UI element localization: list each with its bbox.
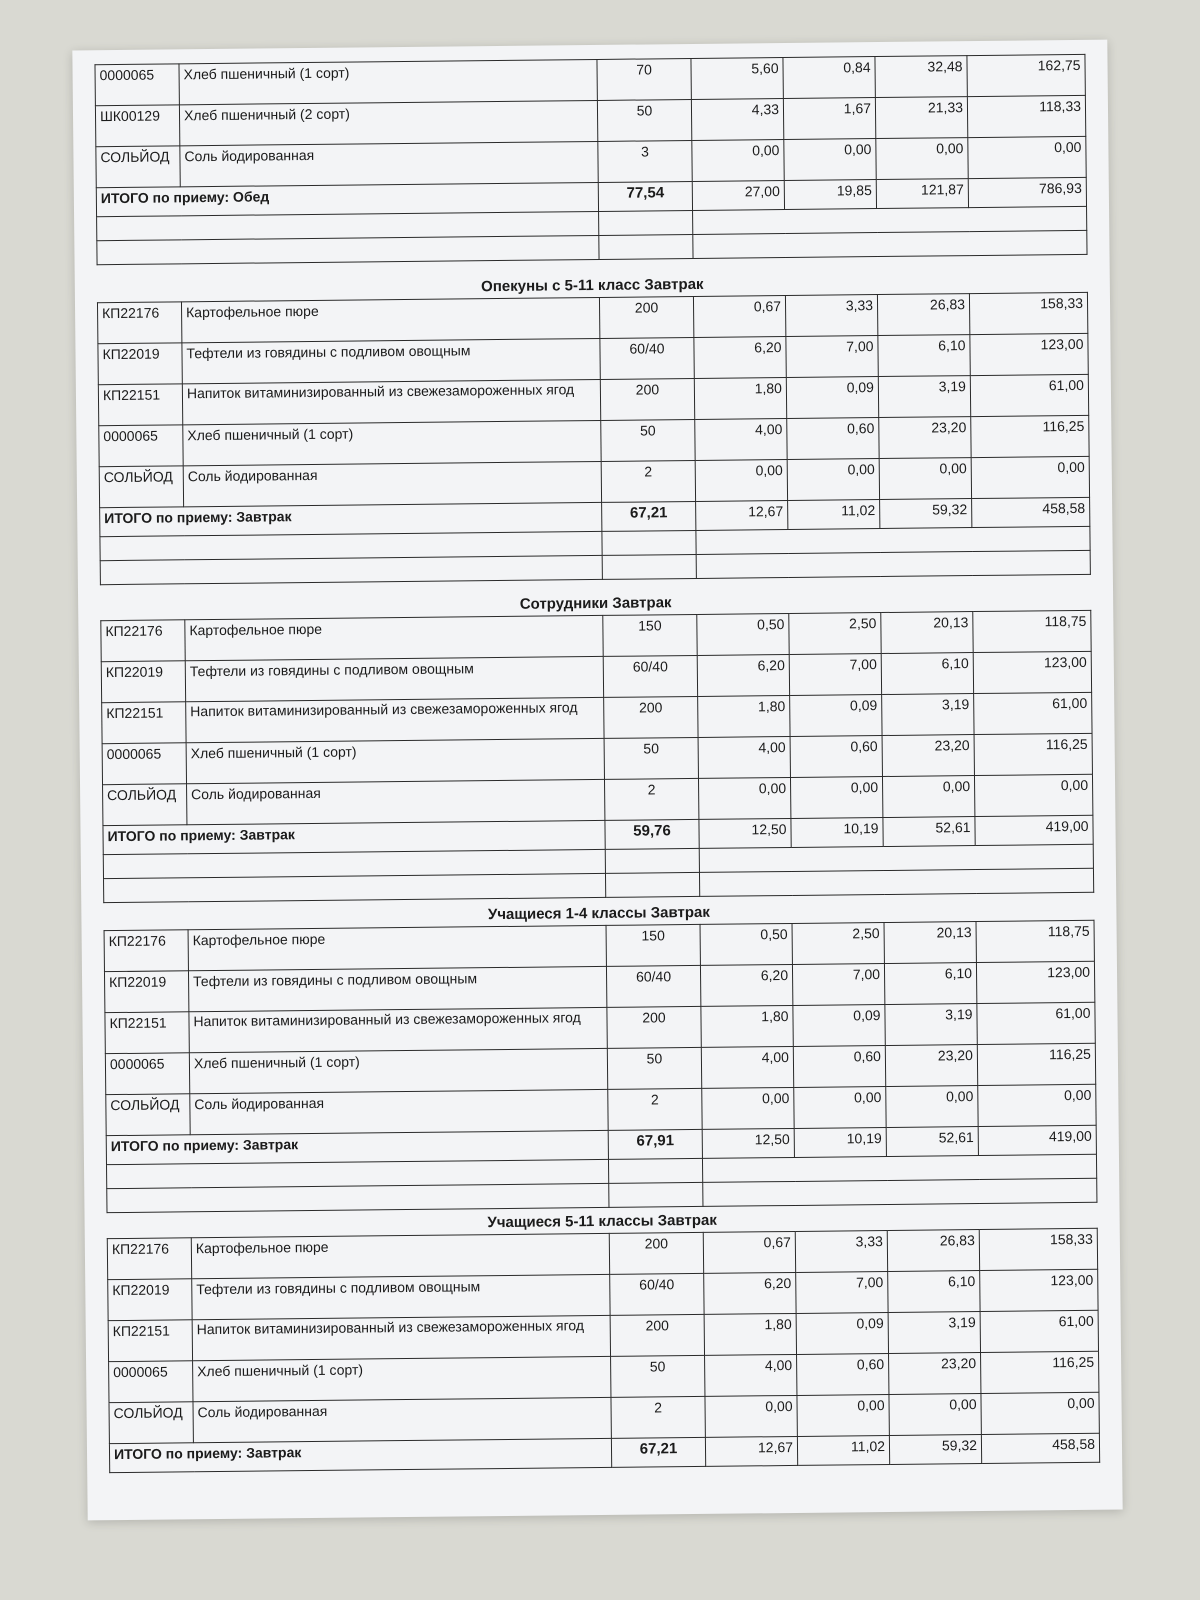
- dish-carbs: 3,19: [888, 1312, 980, 1354]
- section-title: Учащиеся 5-11 классы Завтрак: [487, 1211, 717, 1232]
- dish-carbs: 6,10: [878, 335, 970, 377]
- total-proteins: 12,67: [696, 500, 788, 530]
- dish-kcal: 116,25: [981, 1351, 1099, 1393]
- total-label: ИТОГО по приему: Завтрак: [109, 1438, 611, 1472]
- section-title: Опекуны с 5-11 класс Завтрак: [481, 275, 704, 296]
- dish-output: 2: [611, 1396, 705, 1438]
- total-fats: 11,02: [788, 500, 880, 530]
- dish-proteins: 0,67: [703, 1231, 795, 1273]
- dish-code: КП22176: [104, 930, 188, 972]
- dish-fats: 0,60: [787, 418, 879, 460]
- dish-name: Хлеб пшеничный (1 сорт): [183, 420, 601, 465]
- menu-table-guardians-breakfast: [97, 292, 1091, 585]
- dish-code: КП22019: [98, 343, 182, 385]
- dish-fats: 7,00: [796, 1271, 888, 1313]
- dish-fats: 2,50: [789, 613, 881, 655]
- dish-name: Картофельное пюре: [185, 615, 603, 660]
- dish-fats: 7,00: [786, 336, 878, 378]
- dish-carbs: 3,19: [885, 1004, 977, 1046]
- dish-output: 200: [610, 1314, 704, 1356]
- dish-carbs: 26,83: [877, 294, 969, 336]
- dish-carbs: 0,00: [882, 776, 974, 818]
- dish-carbs: 26,83: [887, 1230, 979, 1272]
- dish-name: Хлеб пшеничный (1 сорт): [179, 59, 597, 104]
- dish-carbs: 20,13: [881, 612, 973, 654]
- total-fats: 19,85: [784, 180, 876, 210]
- dish-kcal: 0,00: [974, 774, 1092, 816]
- dish-carbs: 6,10: [888, 1271, 980, 1313]
- dish-carbs: 0,00: [879, 458, 971, 500]
- dish-kcal: 123,00: [970, 333, 1088, 375]
- dish-code: КП22019: [104, 971, 188, 1013]
- section-title: Учащиеся 1-4 классы Завтрак: [487, 903, 710, 924]
- dish-name: Напиток витаминизированный из свежезамороженных ягод: [182, 379, 600, 424]
- dish-output: 50: [601, 419, 695, 461]
- dish-carbs: 23,20: [882, 735, 974, 777]
- dish-kcal: 158,33: [979, 1228, 1097, 1270]
- dish-name: Хлеб пшеничный (2 сорт): [179, 100, 597, 145]
- total-carbs: 59,32: [889, 1435, 981, 1465]
- dish-output: 2: [608, 1088, 702, 1130]
- dish-name: Напиток витаминизированный из свежезамороженных ягод: [192, 1315, 610, 1360]
- dish-carbs: 0,00: [889, 1394, 981, 1436]
- dish-carbs: 0,00: [876, 138, 968, 180]
- dish-output: 60/40: [600, 337, 694, 379]
- dish-kcal: 118,33: [967, 95, 1085, 137]
- dish-carbs: 3,19: [878, 376, 970, 418]
- dish-output: 50: [604, 737, 698, 779]
- dish-output: 2: [601, 460, 695, 502]
- dish-proteins: 0,50: [697, 613, 789, 655]
- total-proteins: 12,67: [705, 1436, 797, 1466]
- dish-name: Соль йодированная: [183, 461, 601, 506]
- dish-fats: 2,50: [792, 923, 884, 965]
- total-kcal: 419,00: [978, 1125, 1096, 1155]
- dish-kcal: 118,75: [976, 920, 1094, 962]
- dish-output: 200: [599, 296, 693, 338]
- dish-name: Тефтели из говядины с подливом овощным: [182, 338, 600, 383]
- dish-fats: 3,33: [785, 295, 877, 337]
- dish-name: Хлеб пшеничный (1 сорт): [193, 1356, 611, 1401]
- dish-proteins: 6,20: [700, 964, 792, 1006]
- dish-output: 50: [611, 1355, 705, 1397]
- total-price: 67,21: [611, 1437, 705, 1467]
- dish-name: Напиток витаминизированный из свежезамороженных ягод: [186, 697, 604, 742]
- dish-carbs: 21,33: [875, 97, 967, 139]
- dish-kcal: 158,33: [969, 292, 1087, 334]
- dish-output: 200: [607, 1006, 701, 1048]
- dish-kcal: 116,25: [971, 415, 1089, 457]
- dish-name: Хлеб пшеничный (1 сорт): [186, 738, 604, 783]
- total-label: ИТОГО по приему: Завтрак: [103, 820, 605, 854]
- dish-kcal: 61,00: [974, 692, 1092, 734]
- total-kcal: 458,58: [972, 497, 1090, 527]
- dish-output: 60/40: [603, 655, 697, 697]
- dish-name: Соль йодированная: [180, 141, 598, 186]
- dish-output: 70: [597, 58, 691, 100]
- dish-code: КП22151: [108, 1320, 192, 1362]
- dish-proteins: 1,80: [701, 1005, 793, 1047]
- dish-output: 200: [600, 378, 694, 420]
- dish-output: 50: [597, 99, 691, 141]
- dish-carbs: 23,20: [879, 417, 971, 459]
- total-proteins: 27,00: [692, 181, 784, 211]
- dish-fats: 0,60: [797, 1353, 889, 1395]
- dish-kcal: 116,25: [977, 1043, 1095, 1085]
- dish-proteins: 4,00: [705, 1354, 797, 1396]
- dish-carbs: 23,20: [889, 1353, 981, 1395]
- total-carbs: 121,87: [876, 179, 968, 209]
- dish-code: СОЛЬЙОД: [103, 784, 187, 826]
- dish-proteins: 6,20: [694, 337, 786, 379]
- dish-carbs: 6,10: [884, 963, 976, 1005]
- dish-code: ШК00129: [95, 105, 179, 147]
- total-label: ИТОГО по приему: Обед: [96, 182, 598, 216]
- dish-name: Соль йодированная: [187, 779, 605, 824]
- dish-code: КП22176: [107, 1238, 191, 1280]
- dish-carbs: 32,48: [875, 56, 967, 98]
- total-fats: 11,02: [797, 1435, 889, 1465]
- total-carbs: 52,61: [886, 1127, 978, 1157]
- total-fats: 10,19: [791, 818, 883, 848]
- dish-proteins: 1,80: [698, 695, 790, 737]
- total-kcal: 786,93: [968, 177, 1086, 207]
- dish-code: КП22151: [98, 384, 182, 426]
- dish-code: СОЛЬЙОД: [96, 146, 180, 188]
- dish-fats: 0,84: [783, 57, 875, 99]
- total-price: 77,54: [598, 181, 692, 211]
- total-price: 67,21: [602, 501, 696, 531]
- dish-proteins: 5,60: [691, 58, 783, 100]
- dish-proteins: 0,00: [698, 777, 790, 819]
- dish-code: СОЛЬЙОД: [109, 1402, 193, 1444]
- dish-name: Соль йодированная: [193, 1397, 611, 1442]
- dish-kcal: 118,75: [973, 610, 1091, 652]
- dish-fats: 0,00: [784, 139, 876, 181]
- dish-fats: 0,00: [790, 777, 882, 819]
- dish-proteins: 4,00: [701, 1046, 793, 1088]
- dish-proteins: 1,80: [704, 1313, 796, 1355]
- printed-menu-sheet: [72, 40, 1122, 1521]
- dish-proteins: 4,00: [698, 736, 790, 778]
- dish-code: КП22019: [108, 1279, 192, 1321]
- dish-kcal: 0,00: [981, 1392, 1099, 1434]
- dish-proteins: 0,00: [705, 1395, 797, 1437]
- dish-output: 150: [606, 924, 700, 966]
- dish-name: Картофельное пюре: [181, 297, 599, 342]
- dish-fats: 3,33: [795, 1230, 887, 1272]
- dish-fats: 0,09: [796, 1312, 888, 1354]
- dish-proteins: 6,20: [697, 654, 789, 696]
- dish-kcal: 162,75: [967, 54, 1085, 96]
- dish-kcal: 116,25: [974, 733, 1092, 775]
- dish-proteins: 4,33: [691, 99, 783, 141]
- dish-carbs: 20,13: [884, 922, 976, 964]
- menu-table-staff-breakfast: [100, 610, 1094, 903]
- total-label: ИТОГО по приему: Завтрак: [106, 1130, 608, 1164]
- dish-proteins: 4,00: [695, 418, 787, 460]
- total-price: 59,76: [605, 819, 699, 849]
- dish-name: Тефтели из говядины с подливом овощным: [185, 656, 603, 701]
- dish-output: 60/40: [610, 1273, 704, 1315]
- menu-table-grades-1-4-breakfast: [104, 920, 1098, 1213]
- dish-fats: 0,09: [793, 1005, 885, 1047]
- dish-code: 0000065: [102, 743, 186, 785]
- dish-kcal: 123,00: [976, 961, 1094, 1003]
- dish-fats: 0,00: [794, 1086, 886, 1128]
- dish-fats: 7,00: [792, 964, 884, 1006]
- total-kcal: 458,58: [981, 1433, 1099, 1463]
- menu-table-grades-5-11-breakfast: [107, 1228, 1100, 1473]
- dish-name: Напиток витаминизированный из свежезамороженных ягод: [189, 1007, 607, 1052]
- dish-name: Тефтели из говядины с подливом овощным: [192, 1274, 610, 1319]
- dish-proteins: 0,50: [700, 923, 792, 965]
- dish-code: СОЛЬЙОД: [106, 1094, 190, 1136]
- dish-code: 0000065: [95, 64, 179, 106]
- dish-fats: 0,00: [787, 459, 879, 501]
- dish-code: 0000065: [109, 1361, 193, 1403]
- dish-output: 50: [607, 1047, 701, 1089]
- dish-proteins: 0,00: [702, 1087, 794, 1129]
- total-label: ИТОГО по приему: Завтрак: [100, 502, 602, 536]
- dish-name: Соль йодированная: [190, 1089, 608, 1134]
- dish-name: Картофельное пюре: [191, 1233, 609, 1278]
- dish-kcal: 0,00: [971, 456, 1089, 498]
- dish-output: 150: [603, 614, 697, 656]
- total-price: 67,91: [608, 1129, 702, 1159]
- total-carbs: 52,61: [883, 817, 975, 847]
- menu-table-lunch: [94, 54, 1087, 265]
- dish-output: 200: [609, 1232, 703, 1274]
- dish-fats: 0,00: [797, 1394, 889, 1436]
- section-title: Сотрудники Завтрак: [519, 594, 672, 613]
- dish-carbs: 3,19: [882, 694, 974, 736]
- dish-output: 200: [604, 696, 698, 738]
- dish-kcal: 123,00: [973, 651, 1091, 693]
- dish-fats: 1,67: [783, 98, 875, 140]
- dish-code: КП22151: [105, 1012, 189, 1054]
- dish-kcal: 61,00: [980, 1310, 1098, 1352]
- dish-kcal: 61,00: [970, 374, 1088, 416]
- dish-carbs: 6,10: [881, 653, 973, 695]
- dish-code: 0000065: [99, 425, 183, 467]
- dish-code: КП22151: [102, 702, 186, 744]
- dish-kcal: 0,00: [968, 136, 1086, 178]
- dish-output: 60/40: [606, 965, 700, 1007]
- total-proteins: 12,50: [702, 1128, 794, 1158]
- dish-kcal: 0,00: [978, 1084, 1096, 1126]
- dish-proteins: 0,67: [693, 296, 785, 338]
- dish-fats: 0,09: [790, 695, 882, 737]
- dish-proteins: 1,80: [694, 378, 786, 420]
- dish-fats: 7,00: [789, 654, 881, 696]
- dish-output: 3: [598, 140, 692, 182]
- dish-proteins: 0,00: [695, 459, 787, 501]
- dish-name: Картофельное пюре: [188, 925, 606, 970]
- dish-kcal: 123,00: [980, 1269, 1098, 1311]
- dish-output: 2: [604, 778, 698, 820]
- dish-code: КП22176: [101, 620, 185, 662]
- dish-fats: 0,60: [790, 736, 882, 778]
- dish-code: КП22019: [101, 661, 185, 703]
- dish-code: КП22176: [97, 302, 181, 344]
- dish-carbs: 0,00: [886, 1086, 978, 1128]
- dish-code: СОЛЬЙОД: [99, 466, 183, 508]
- dish-proteins: 0,00: [692, 140, 784, 182]
- total-proteins: 12,50: [699, 818, 791, 848]
- dish-carbs: 23,20: [885, 1045, 977, 1087]
- total-kcal: 419,00: [975, 815, 1093, 845]
- dish-proteins: 6,20: [704, 1272, 796, 1314]
- dish-name: Хлеб пшеничный (1 сорт): [189, 1048, 607, 1093]
- dish-name: Тефтели из говядины с подливом овощным: [188, 966, 606, 1011]
- total-carbs: 59,32: [880, 499, 972, 529]
- total-fats: 10,19: [794, 1127, 886, 1157]
- dish-kcal: 61,00: [977, 1002, 1095, 1044]
- dish-fats: 0,09: [786, 377, 878, 419]
- dish-code: 0000065: [105, 1053, 189, 1095]
- dish-fats: 0,60: [793, 1046, 885, 1088]
